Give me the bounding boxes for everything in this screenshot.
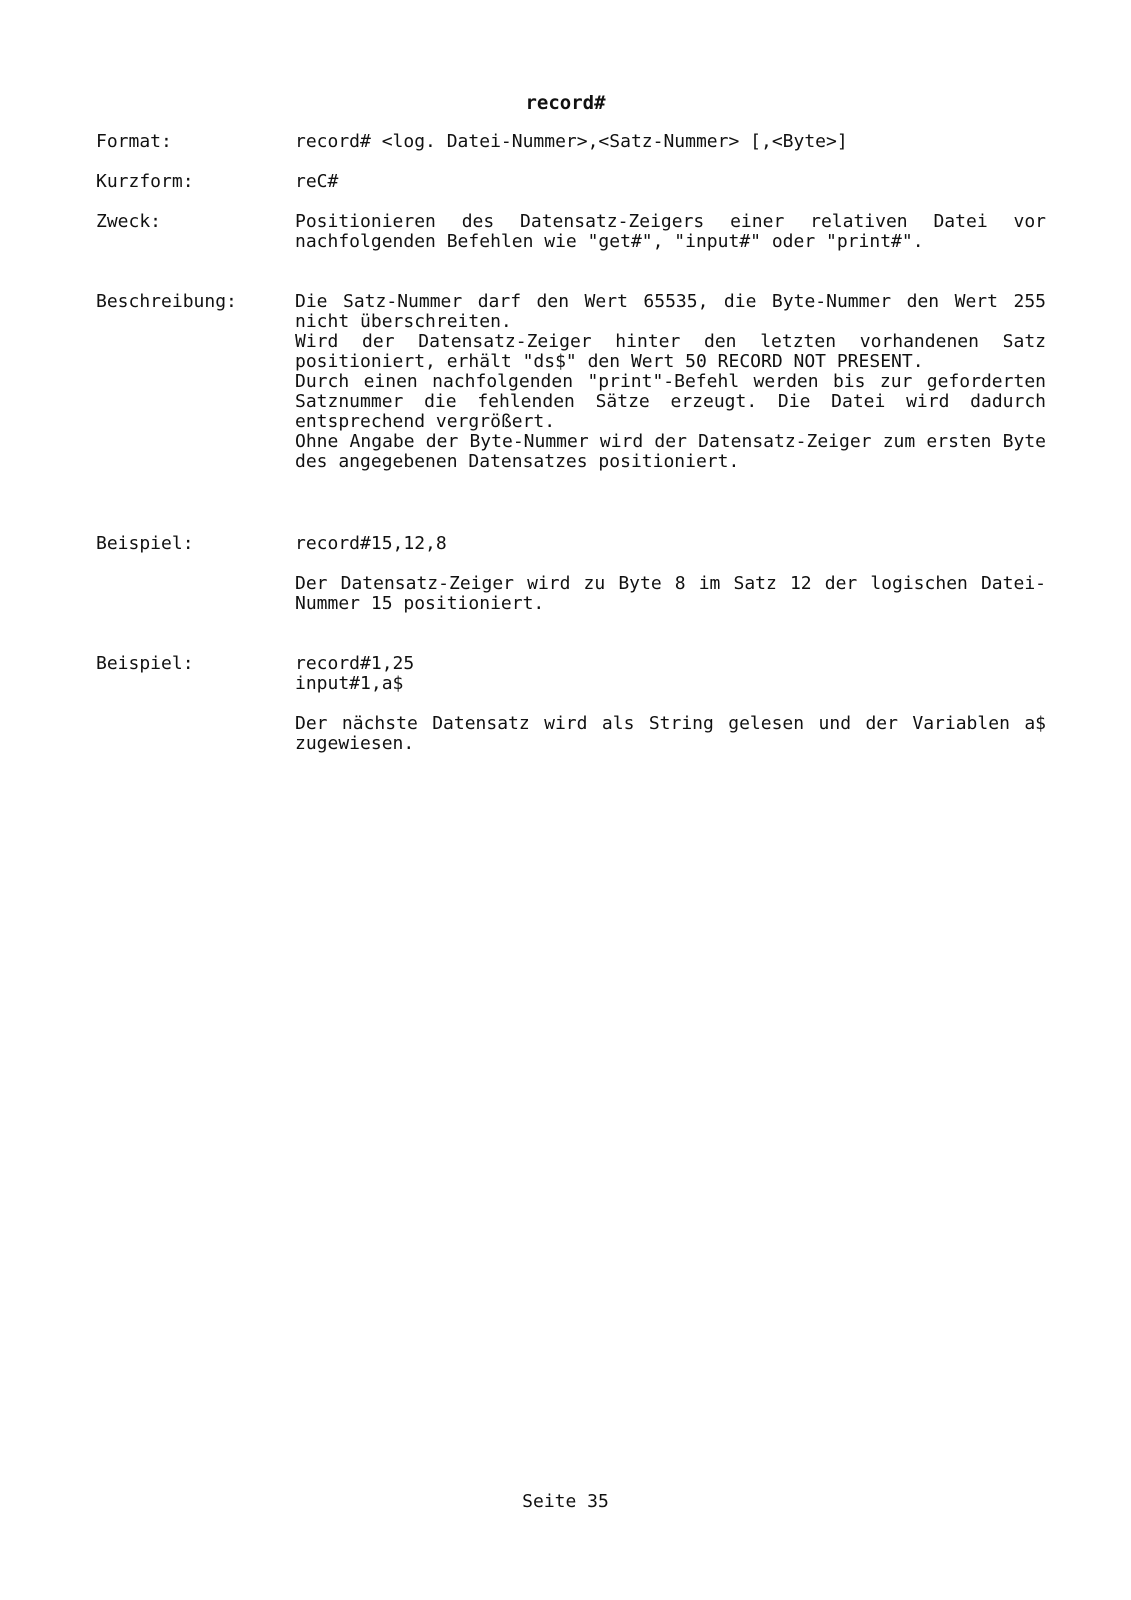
beispiel-explanation: Der nächste Datensatz wird als String gelesen und der Variablen a$ zugewiesen. [295,713,1046,754]
page-number: Seite 35 [522,1491,609,1512]
beschreibung-paragraph: Die Satz-Nummer darf den Wert 65535, die Byte-Nummer den Wert 255 nicht überschreiten. [295,291,1046,332]
beschreibung-paragraph: Wird der Datensatz-Zeiger hinter den letzten vorhandenen Satz positioniert, erhält "ds$" den Wert 50 RECORD NOT PRESENT. [295,331,1046,372]
format-value: record# <log. Datei-Nummer>,<Satz-Nummer> [,<Byte>] [295,131,848,152]
beschreibung-paragraph: Ohne Angabe der Byte-Nummer wird der Datensatz-Zeiger zum ersten Byte des angegebenen Datensatzes positioniert. [295,431,1046,472]
beispiel-body [295,534,1046,614]
beschreibung-paragraph: Durch einen nachfolgenden "print"-Befehl werden bis zur geforderten Satznummer die fehlenden Sätze erzeugt. Die Datei wird dadurch entsprechend vergrößert. [295,371,1046,432]
beispiel-label: Beispiel: [96,653,194,674]
beispiel-code-line: record#1,25 [295,653,415,674]
beschreibung-text [295,292,1046,472]
beispiel-code-line: record#15,12,8 [295,533,447,554]
beispiel-code-line: input#1,a$ [295,673,404,694]
page-title: record# [525,92,606,114]
beispiel-label: Beispiel: [96,533,194,554]
zweck-value: Positionieren des Datensatz-Zeigers einer relativen Datei vor nachfolgenden Befehlen wie "get#", "input#" oder "print#". [295,211,1046,252]
kurzform-label: Kurzform: [96,171,194,192]
beschreibung-label: Beschreibung: [96,291,237,312]
zweck-label: Zweck: [96,211,162,232]
beispiel-explanation: Der Datensatz-Zeiger wird zu Byte 8 im Satz 12 der logischen Datei-Nummer 15 positioniert. [295,573,1046,614]
beispiel-body [295,654,1046,754]
format-label: Format: [96,131,172,152]
kurzform-value: reC# [295,171,339,192]
